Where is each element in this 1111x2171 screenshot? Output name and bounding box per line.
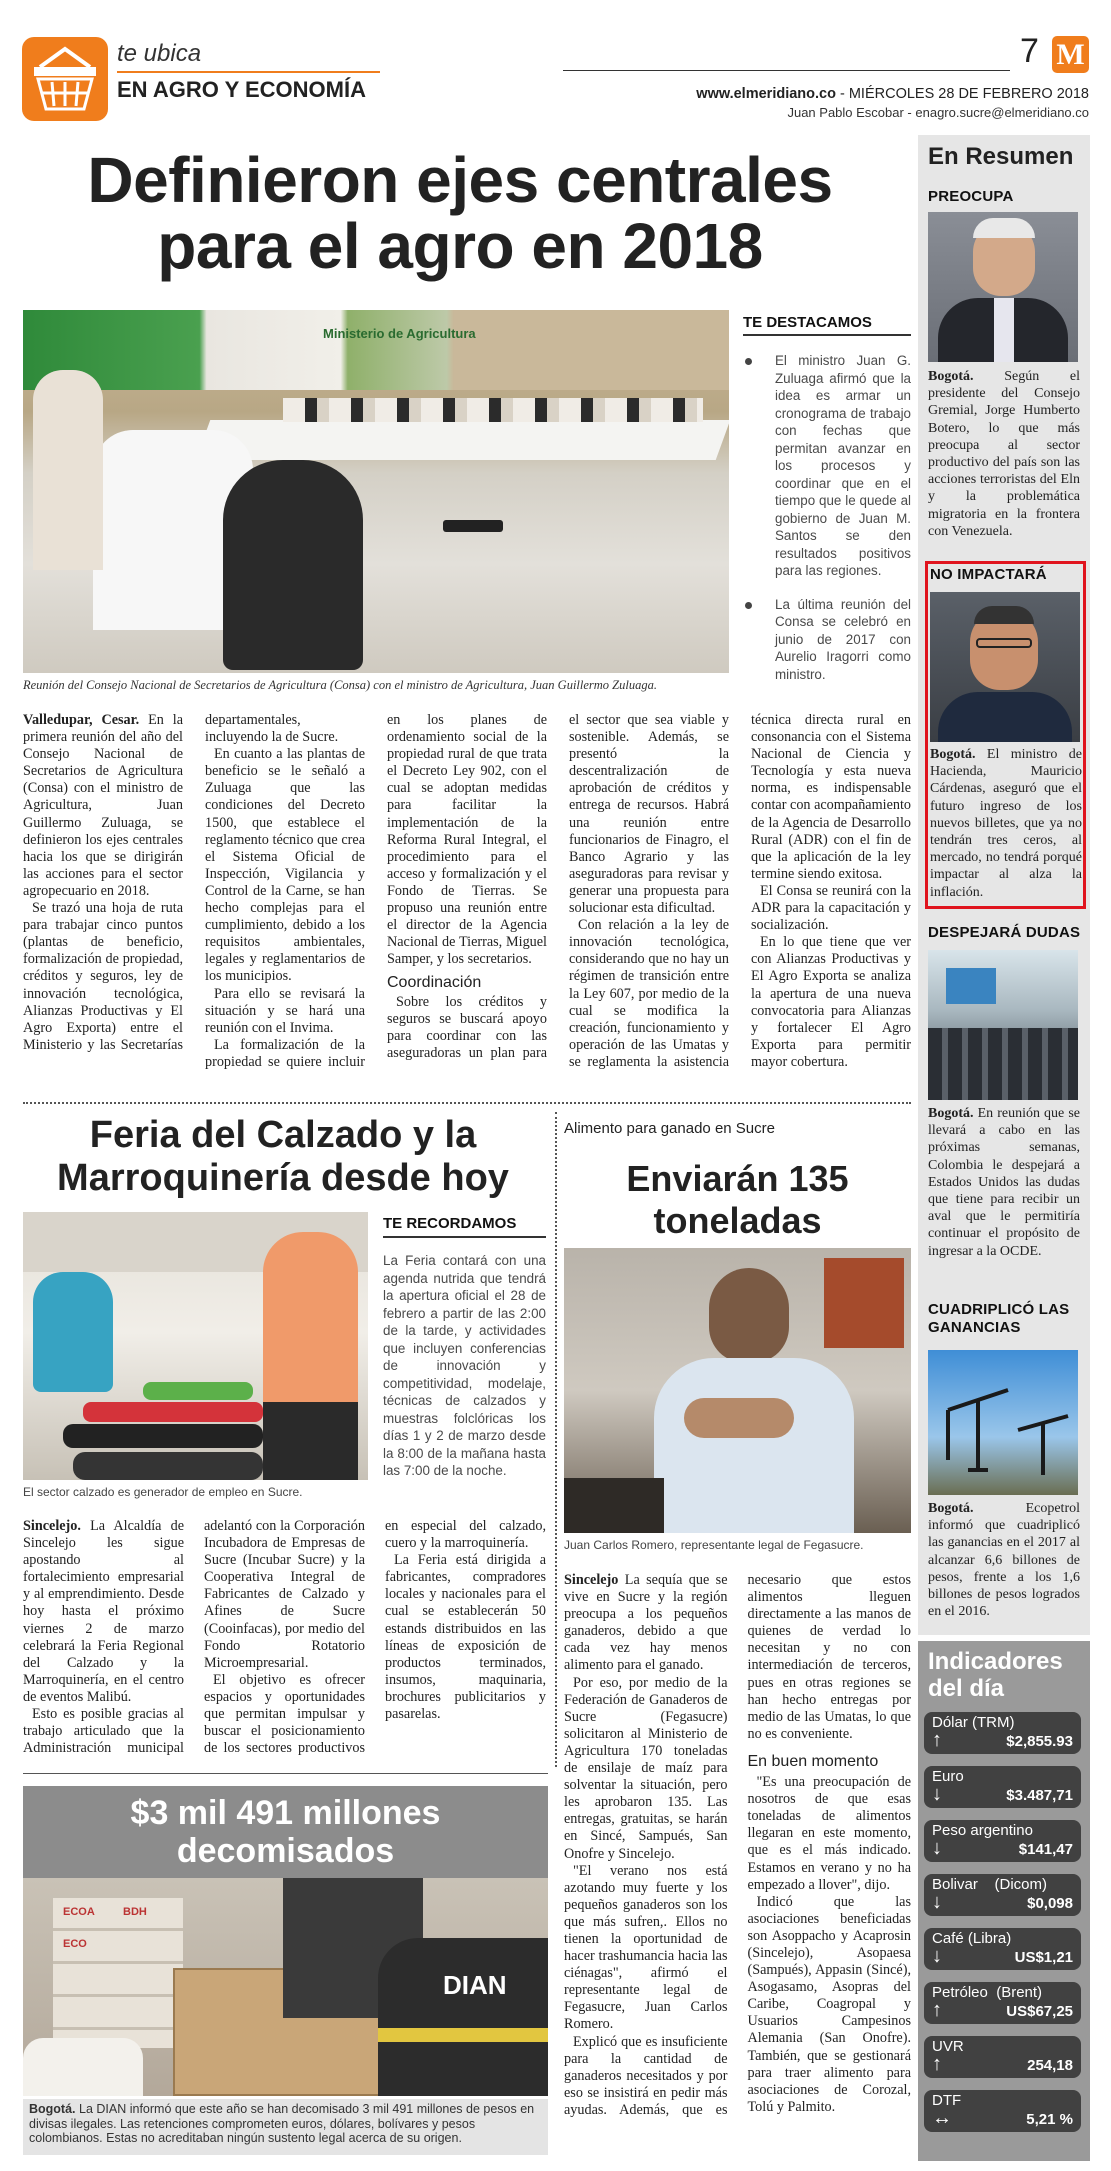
sidebar-photo-cardenas bbox=[930, 592, 1080, 742]
main-headline-line1: Definieron ejes centrales bbox=[87, 144, 833, 216]
section-name: EN AGRO Y ECONOMÍA bbox=[117, 77, 366, 102]
arrow-left-right-icon: ↔ bbox=[932, 2107, 952, 2129]
bullet-icon bbox=[745, 602, 752, 609]
indicator-item bbox=[924, 1982, 1081, 2024]
section-rule bbox=[23, 1773, 548, 1774]
destacamos-rule bbox=[743, 334, 911, 336]
arrow-up-icon: ↑ bbox=[932, 1729, 942, 1751]
ganado-headline: Enviarán 135 toneladas bbox=[626, 1158, 849, 1241]
article-paragraph: Sincelejo. La Alcaldía de Sincelejo les sigue apostando al fortalecimiento empresarial y al emprendimiento. Desde hoy hasta el próximo viernes 2 de marzo celebrará la Feria Regional del Calzado y la Marroquinería, en el centro de eventos Malibú. bbox=[23, 1518, 184, 1705]
meeting-sign: Ministerio de Agricultura bbox=[323, 326, 476, 341]
section-tagline: te ubica bbox=[117, 40, 202, 67]
feria-article-body bbox=[23, 1518, 546, 1758]
page-number: 7 bbox=[1020, 32, 1039, 70]
arrow-down-icon: ↓ bbox=[932, 1945, 942, 1967]
indicator-value: US$1,21 bbox=[1014, 1949, 1073, 1966]
destacamos-list bbox=[743, 352, 911, 683]
article-subhead: Coordinación bbox=[387, 974, 482, 992]
article-paragraph: La Feria está dirigida a fabricantes, compradores locales y nacionales para el cual se establecerán 50 estands distribuidos en las líneas de exposición de productos terminados, insumos, maquinaria, brochures publicitarios y pasarelas. bbox=[385, 1552, 546, 1723]
indicators-title: Indicadores del día bbox=[928, 1648, 1063, 1702]
article-paragraph: Esto es posible gracias al trabajo articulado que la Administración municipal adelantó con la Corporación Incubadora de Empresas de Sucre (Incubar Sucre) y la Cooperativa Integral de Fabricantes de Calzado y Afines de Sucre (Cooinfacas), por medio del Fondo Rotatorio Microempresarial. bbox=[23, 1518, 365, 1757]
article-paragraph: Para ello se revisará la situación y se hará una reunión con el Invima. bbox=[205, 985, 365, 1036]
article-paragraph: "Es una preocupación de nosotros de que esas toneladas de alimentos llegaran en este momento, que es el más indicado. Estamos en verano y no ha empezado a llover", dijo. bbox=[747, 1774, 911, 1893]
article-paragraph: El Consa se reunirá con la ADR para la capacitación y socialización. bbox=[751, 882, 911, 934]
main-photo-caption: Reunión del Consejo Nacional de Secretarios de Agricultura (Consa) con el ministro de Agricultura, Juan Guillermo Zuluaga. bbox=[23, 678, 657, 692]
main-headline bbox=[20, 144, 900, 282]
indicator-name: UVR bbox=[932, 2038, 964, 2055]
indicator-name: Café (Libra) bbox=[932, 1930, 1012, 1947]
article-paragraph: Se trazó una hoja de ruta para trabajar cinco puntos (plantas de beneficio, formalización de propiedad, créditos y seguros, ley de innovación tecnológica, Alianzas Productivas y El Agro Exporta) entre el Ministerio y las Secretarías departamentales, incluyendo la de Sucre. bbox=[23, 712, 339, 1053]
destacamos-title: TE DESTACAMOS bbox=[743, 314, 872, 331]
sidebar-photo-botero bbox=[928, 212, 1078, 362]
box-label: ECO bbox=[63, 1938, 87, 1950]
article-paragraph: Explicó que es insuficiente para la cantidad de ganaderos necesitados y por eso se insistirá en pedir más ayudas. Además, que es necesario que estos alimentos lleguen directamente a las manos de quienes de verdad lo necesitan y no con intermediación de terceros, pues en otras regiones se han hecho entregas por medio de las Umatas, lo que no es conveniente. bbox=[564, 1572, 911, 2118]
main-headline-line2: para el agro en 2018 bbox=[157, 210, 763, 282]
arrow-down-icon: ↓ bbox=[932, 1837, 942, 1859]
indicator-item bbox=[924, 1712, 1081, 1754]
issue-date: - MIÉRCOLES 28 DE FEBRERO 2018 bbox=[835, 86, 1089, 102]
indicator-name: Petróleo (Brent) bbox=[932, 1984, 1043, 2001]
feria-caption: El sector calzado es generador de empleo en Sucre. bbox=[23, 1485, 303, 1499]
article-paragraph: Sobre los créditos y seguros se buscará apoyo para coordinar con las aseguradoras un plan para el sector que sea viable y sostenible. Además, se presentó la descentralización de aprobación de créditos y entrega de recursos. Habrá una reunión entre funcionarios de Finagro, el Banco Agrario y las aseguradoras para revisar y generar una propuesta para solucionar esta dificultad. bbox=[387, 712, 729, 1061]
box-label: BDH bbox=[123, 1906, 147, 1918]
author-line: Juan Pablo Escobar - enagro.sucre@elmeridiano.co bbox=[787, 105, 1089, 120]
sidebar-photo-ocde bbox=[928, 950, 1078, 1100]
indicator-name: Bolivar (Dicom) bbox=[932, 1876, 1048, 1893]
dian-logo: DIAN bbox=[443, 1970, 507, 2000]
dian-caption: Bogotá. La DIAN informó que este año se han decomisado 3 mil 491 millones de pesos en divisas ilegales. Las retenciones comprometen euros, dólares, bolívares y pesos colombianos. Estas no acreditaban ningún sustento legal acerca de su origen. bbox=[23, 2099, 548, 2155]
ganado-caption: Juan Carlos Romero, representante legal de Fegasucre. bbox=[564, 1538, 864, 1552]
recordamos-title: TE RECORDAMOS bbox=[383, 1215, 517, 1232]
indicator-value: $141,47 bbox=[1018, 1841, 1073, 1858]
article-paragraph: Sincelejo La sequía que se vive en Sucre y la región preocupa a los pequeños ganaderos, debido a que cada vez hay menos alimento para el ganado. bbox=[564, 1572, 728, 1674]
site-url[interactable]: www.elmeridiano.co bbox=[696, 86, 836, 102]
brand-logo: M bbox=[1052, 36, 1089, 73]
bullet-icon bbox=[745, 358, 752, 365]
article-dateline: Sincelejo bbox=[564, 1572, 619, 1588]
article-paragraph: En cuanto a las plantas de beneficio se le señaló a Zuluaga que las condiciones del Decreto 1500, que establece el reglamento técnico que crea el Sistema Oficial de Inspección, Vigilancia y Control de la Carne, se han hecho complejas para el cumplimiento, debido a los requisitos ambientales, legales y reglamentarios de los municipios. bbox=[205, 746, 365, 985]
box-label: ECOA bbox=[63, 1906, 95, 1918]
sidebar-item-head: NO IMPACTARÁ bbox=[930, 566, 1047, 583]
indicator-name: Dólar (TRM) bbox=[932, 1714, 1015, 1731]
dian-photo bbox=[23, 1878, 548, 2096]
section-rule bbox=[117, 71, 380, 73]
article-paragraph: La formalización de la propiedad se quiere incluir en los planes de ordenamiento social de la propiedad rural de que trata el Decreto Ley 902, con el cual se adoptan medidas para facilitar la implementación de la Reforma Rural Integral, el procedimiento para el acceso y formalización y el Fondo de Tierras. Se propuso una reunión entre el director de la Agencia Nacional de Tierras, Miguel Samper, y los secretarios. bbox=[205, 712, 547, 1070]
indicator-item bbox=[924, 1928, 1081, 1970]
arrow-up-icon: ↑ bbox=[932, 1999, 942, 2021]
indicator-value: $2,855.93 bbox=[1006, 1733, 1073, 1750]
arrow-down-icon: ↓ bbox=[932, 1891, 942, 1913]
feria-headline: Feria del Calzado y la Marroquinería desde hoy bbox=[57, 1114, 509, 1199]
main-photo bbox=[23, 310, 729, 673]
indicator-name: DTF bbox=[932, 2092, 962, 2109]
sidebar-item-head: CUADRIPLICÓ LAS GANANCIAS bbox=[928, 1301, 1070, 1336]
arrow-down-icon: ↓ bbox=[932, 1783, 942, 1805]
basket-icon bbox=[22, 37, 108, 121]
sidebar-item-text: Bogotá. El ministro de Hacienda, Mauricio Cárdenas, aseguró que el futuro ingreso de los nuevos billetes, que ya no tendrán tres ceros, al mercado, no tendrá porqué impactar al alza la inflación. bbox=[930, 747, 1082, 900]
indicator-value: 254,18 bbox=[1027, 2057, 1073, 2074]
sidebar-item-head: DESPEJARÁ DUDAS bbox=[928, 924, 1081, 941]
destacamos-item: El ministro Juan G. Zuluaga afirmó que la idea es armar un cronograma de trabajo con fechas que permitan avanzar en los procesos y coordinar que en el tiempo que le quede al gobierno de Juan M. Santos se den resultados positivos para las regiones. bbox=[743, 352, 911, 580]
article-paragraph: "El verano nos está azotando muy fuerte y los pequeños ganaderos son los que más sufren,. Ellos no tienen la oportunidad de hacer trashumancia hacia las ciénagas", afirmó el representante legal de Fegasucre, Juan Carlos Romero. bbox=[564, 1862, 728, 2033]
article-dateline: Sincelejo. bbox=[23, 1518, 81, 1534]
section-divider bbox=[23, 1102, 911, 1104]
main-article-body bbox=[23, 712, 911, 1092]
sidebar-photo-ecopetrol bbox=[928, 1350, 1078, 1495]
sidebar-item-text: Bogotá. Ecopetrol informó que cuadriplicó las ganancias en el 2017 al alcanzar 6,6 billones de pesos, frente a los 1,6 billones de pesos logrados en el 2016. bbox=[928, 1501, 1080, 1620]
ganado-article-body bbox=[564, 1572, 911, 2162]
indicator-value: 5,21 % bbox=[1026, 2111, 1073, 2128]
ganado-photo bbox=[564, 1248, 911, 1533]
indicator-item bbox=[924, 2090, 1081, 2132]
sidebar-title: En Resumen bbox=[928, 143, 1074, 170]
article-paragraph: Indicó que las asociaciones beneficiadas son Asoppacho y Acaprosin (Sincelejo), Asopaesa (Sampués), Appasin (Sincé), Asogasamo, Asopras del Caribe, Coagropal y Usuarios Campesinos Alemania (San Onofre). También, que se gestionará para traer alimento para asociaciones de Corozal, Tolú y Palmito. bbox=[747, 1893, 911, 2115]
sidebar-item-text: Bogotá. En reunión que se llevará a cabo en las próximas semanas, Colombia le despejará a Estados Unidos las dudas que tiene para recibir un aval que le permitiría continuar el propósito de ingresar a la OCDE. bbox=[928, 1106, 1080, 1259]
article-paragraph: El objetivo es ofrecer espacios y oportunidades que permitan impulsar y buscar el posicionamiento de los sectores productivos en especial del calzado, cuero y la marroquinería. bbox=[204, 1518, 546, 1757]
article-paragraph: Con relación a la ley de innovación tecnológica, considerando que no hay un régimen de transición entre la Ley 607, por medio de la cual se modifica la creación, funcionamiento y operación de las Umatas y se reglamenta la asistencia técnica directa rural en consonancia con el Sistema Nacional de Ciencia y Tecnología y esta nueva norma, es indispensable contar con acompañamiento de la Agencia de Desarrollo Rural (ADR) con el fin de que la aplicación de la ley termine siendo exitosa. bbox=[569, 712, 911, 1070]
recordamos-text: La Feria contará con una agenda nutrida que tendrá la apertura oficial el 28 de febrero a partir de las 2:00 de la tarde, y actividades que incluyen conferencias de innovación y competitividad, modelaje, técnicas de calzados y muestras folclóricas los días 1 y 2 de marzo desde la 8:00 de la mañana hasta las 7:00 de la noche. bbox=[383, 1253, 546, 1478]
indicator-item bbox=[924, 1766, 1081, 1808]
article-paragraph: En lo que tiene que ver con Alianzas Productivas y El Agro Exporta se analiza la apertura de una nueva convocatoria para Alianzas y fortalecer El Agro Exporta para permitir mayor cobertura. bbox=[751, 934, 911, 1070]
sidebar-item-head: PREOCUPA bbox=[928, 188, 1014, 205]
indicator-item bbox=[924, 2036, 1081, 2078]
column-divider bbox=[555, 1112, 557, 1767]
dateline bbox=[600, 86, 1089, 102]
indicator-item bbox=[924, 1874, 1081, 1916]
oil-pump-icon bbox=[928, 1350, 1078, 1495]
destacamos-item: La última reunión del Consa se celebró en junio de 2017 con Aurelio Iragorri como ministro. bbox=[743, 596, 911, 684]
header-rule bbox=[563, 70, 1010, 71]
ganado-kicker: Alimento para ganado en Sucre bbox=[564, 1120, 775, 1137]
article-subhead: En buen momento bbox=[747, 1752, 879, 1770]
feria-photo bbox=[23, 1212, 368, 1480]
article-paragraph: Por eso, por medio de la Federación de Ganaderos de Sucre (Fegasucre) solicitaron al Ministerio de Agricultura 170 toneladas de ensilaje de maíz para solventar la situación, pero les aprobaron 135. Las entregas, gratuitas, se harán en Sincé, Sampués, San Onofre y Sincelejo. bbox=[564, 1674, 728, 1862]
indicator-item bbox=[924, 1820, 1081, 1862]
article-dateline: Valledupar, Cesar. bbox=[23, 712, 140, 728]
article-paragraph: Valledupar, Cesar. En la primera reunión del año del Consejo Nacional de Secretarios de Agricultura (Consa) con el ministro de Agricultura, Juan Guillermo Zuluaga, se definieron los ejes centrales hacia los que se dirigirán las acciones para el sector agropecuario en 2018. bbox=[23, 712, 183, 899]
indicator-value: US$67,25 bbox=[1006, 2003, 1073, 2020]
indicator-name: Euro bbox=[932, 1768, 964, 1785]
indicator-value: $0,098 bbox=[1027, 1895, 1073, 1912]
indicator-name: Peso argentino bbox=[932, 1822, 1033, 1839]
section-logo bbox=[22, 37, 108, 121]
dian-headline-band: $3 mil 491 millones decomisados bbox=[23, 1786, 548, 1878]
arrow-up-icon: ↑ bbox=[932, 2053, 942, 2075]
sidebar-item-text: Bogotá. Según el presidente del Consejo Gremial, Jorge Humberto Botero, lo que más preocupa al sector productivo del país son las acciones terroristas del Eln y la problemática migratoria en la frontera con Venezuela. bbox=[928, 369, 1080, 539]
recordamos-rule bbox=[383, 1236, 546, 1238]
indicator-value: $3.487,71 bbox=[1006, 1787, 1073, 1804]
